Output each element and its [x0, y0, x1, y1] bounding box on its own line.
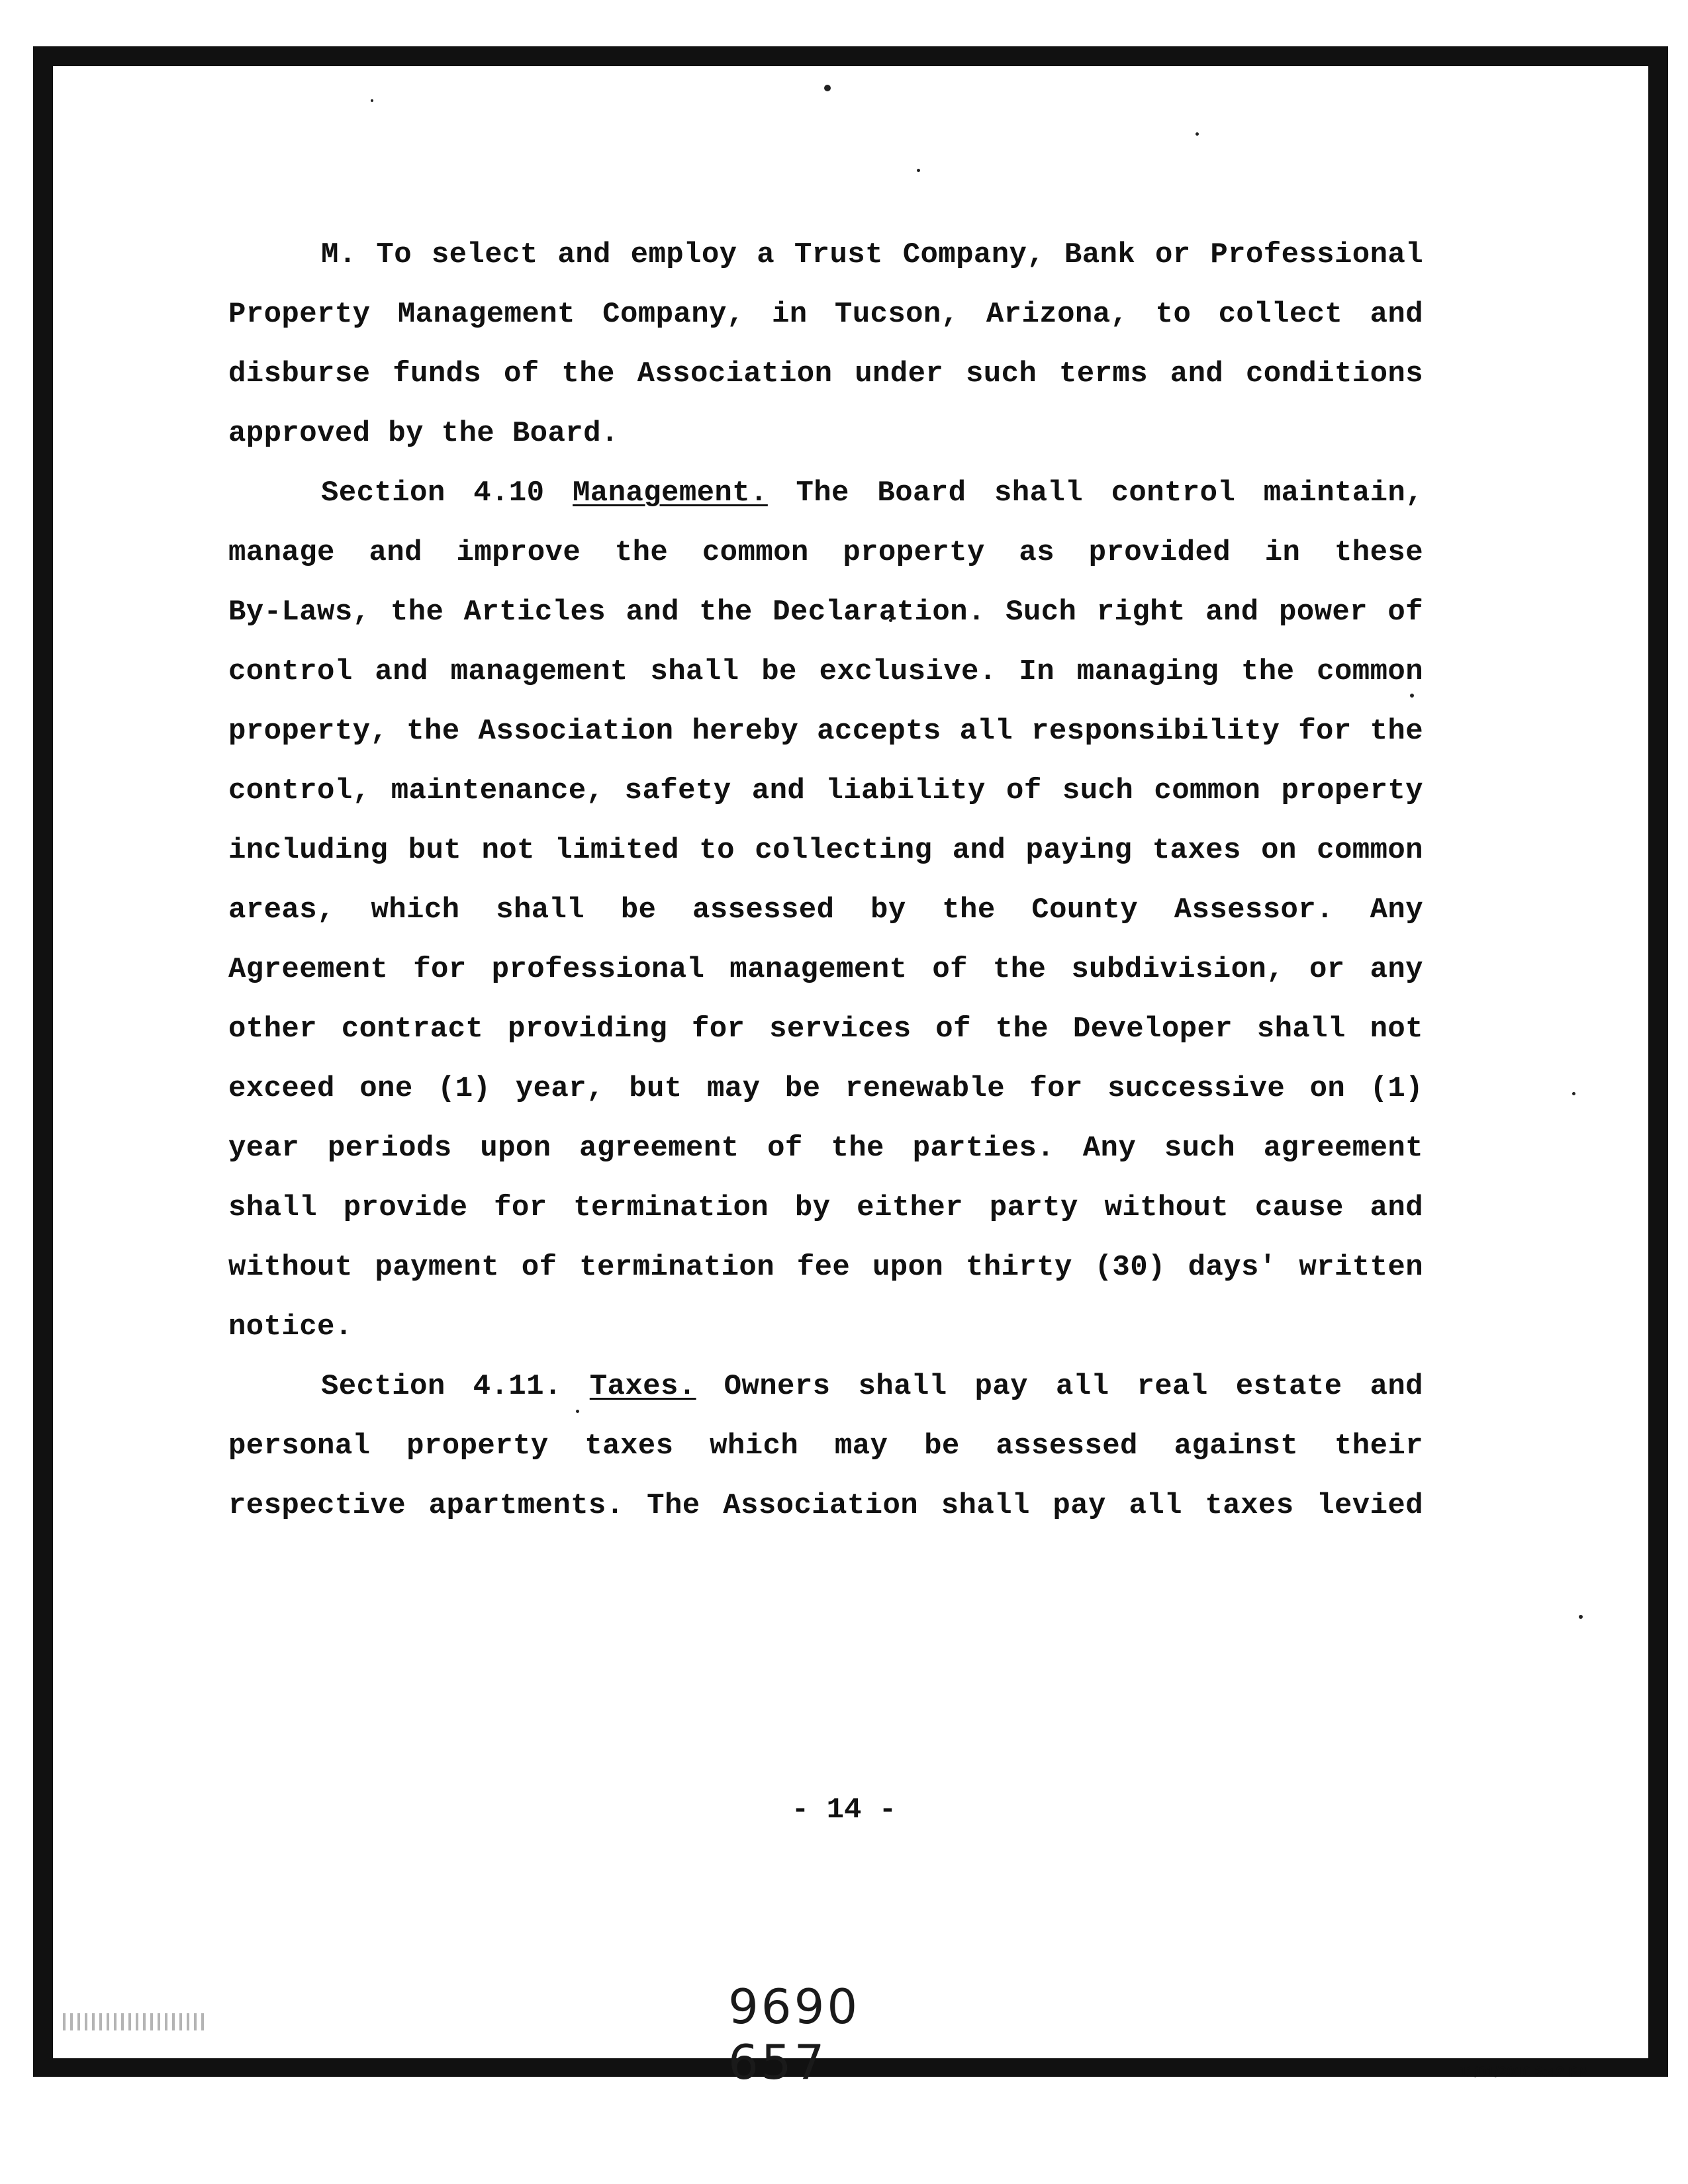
text-line: personal property taxes which may be assessed against their [228, 1430, 1423, 1463]
section-title: Management. [573, 477, 768, 510]
text-line: control and management shall be exclusive. In managing the common [228, 655, 1423, 688]
scan-speck [1579, 1615, 1583, 1619]
section-title: Taxes. [589, 1370, 696, 1403]
book-number: 9690 [728, 1979, 861, 2034]
page-body [228, 225, 1423, 1535]
page-reference: 657 [728, 2034, 827, 2090]
scan-speck [824, 85, 831, 91]
page-number: - 14 - [791, 1794, 897, 1827]
section-number: Section 4.10 [321, 477, 545, 510]
text-line: approved by the Board. [228, 417, 619, 450]
paragraph-item-m [228, 225, 1423, 463]
scan-speck [917, 169, 920, 172]
recording-number [728, 1979, 1059, 2090]
text-line: without payment of termination fee upon thirty (30) days' written [228, 1251, 1423, 1284]
section-number: Section 4.11. [321, 1370, 562, 1403]
text-line: areas, which shall be assessed by the County Assessor. Any [228, 893, 1423, 927]
text-line: shall provide for termination by either party without cause and [228, 1191, 1423, 1224]
text-line: respective apartments. The Association shall pay all taxes levied [228, 1489, 1423, 1522]
text-line: year periods upon agreement of the parties. Any such agreement [228, 1132, 1423, 1165]
text-line: property, the Association hereby accepts all responsibility for the [228, 715, 1423, 748]
text-line: By-Laws, the Articles and the Declaration. Such right and power of [228, 596, 1423, 629]
text-line: other contract providing for services of the Developer shall not [228, 1013, 1423, 1046]
print-timestamp: 11/01/2010 3:42 PM [1458, 2064, 1590, 2080]
text-line: including but not limited to collecting and paying taxes on common [228, 834, 1423, 867]
text-line: notice. [228, 1310, 353, 1343]
paragraph-section-4-11 [228, 1357, 1423, 1535]
text-line: manage and improve the common property as provided in these [228, 536, 1423, 569]
scan-speck [1196, 132, 1199, 136]
text-line: disburse funds of the Association under such terms and conditions [228, 357, 1423, 390]
text-line: Property Management Company, in Tucson, Arizona, to collect and [228, 298, 1423, 331]
scan-artifact [63, 2013, 209, 2030]
scan-speck [371, 99, 373, 102]
text-line: control, maintenance, safety and liability of such common property [228, 774, 1423, 807]
scan-speck [1572, 1092, 1575, 1095]
paragraph-section-4-10 [228, 463, 1423, 1357]
text-line: The Board shall control maintain, [796, 477, 1424, 510]
text-line: Agreement for professional management of the subdivision, or any [228, 953, 1423, 986]
text-line: exceed one (1) year, but may be renewable for successive on (1) [228, 1072, 1423, 1105]
text-line: M. To select and employ a Trust Company, Bank or Professional [321, 238, 1423, 271]
text-line: Owners shall pay all real estate and [724, 1370, 1423, 1403]
section-heading-line [228, 1357, 1423, 1416]
section-heading-line [228, 463, 1423, 523]
